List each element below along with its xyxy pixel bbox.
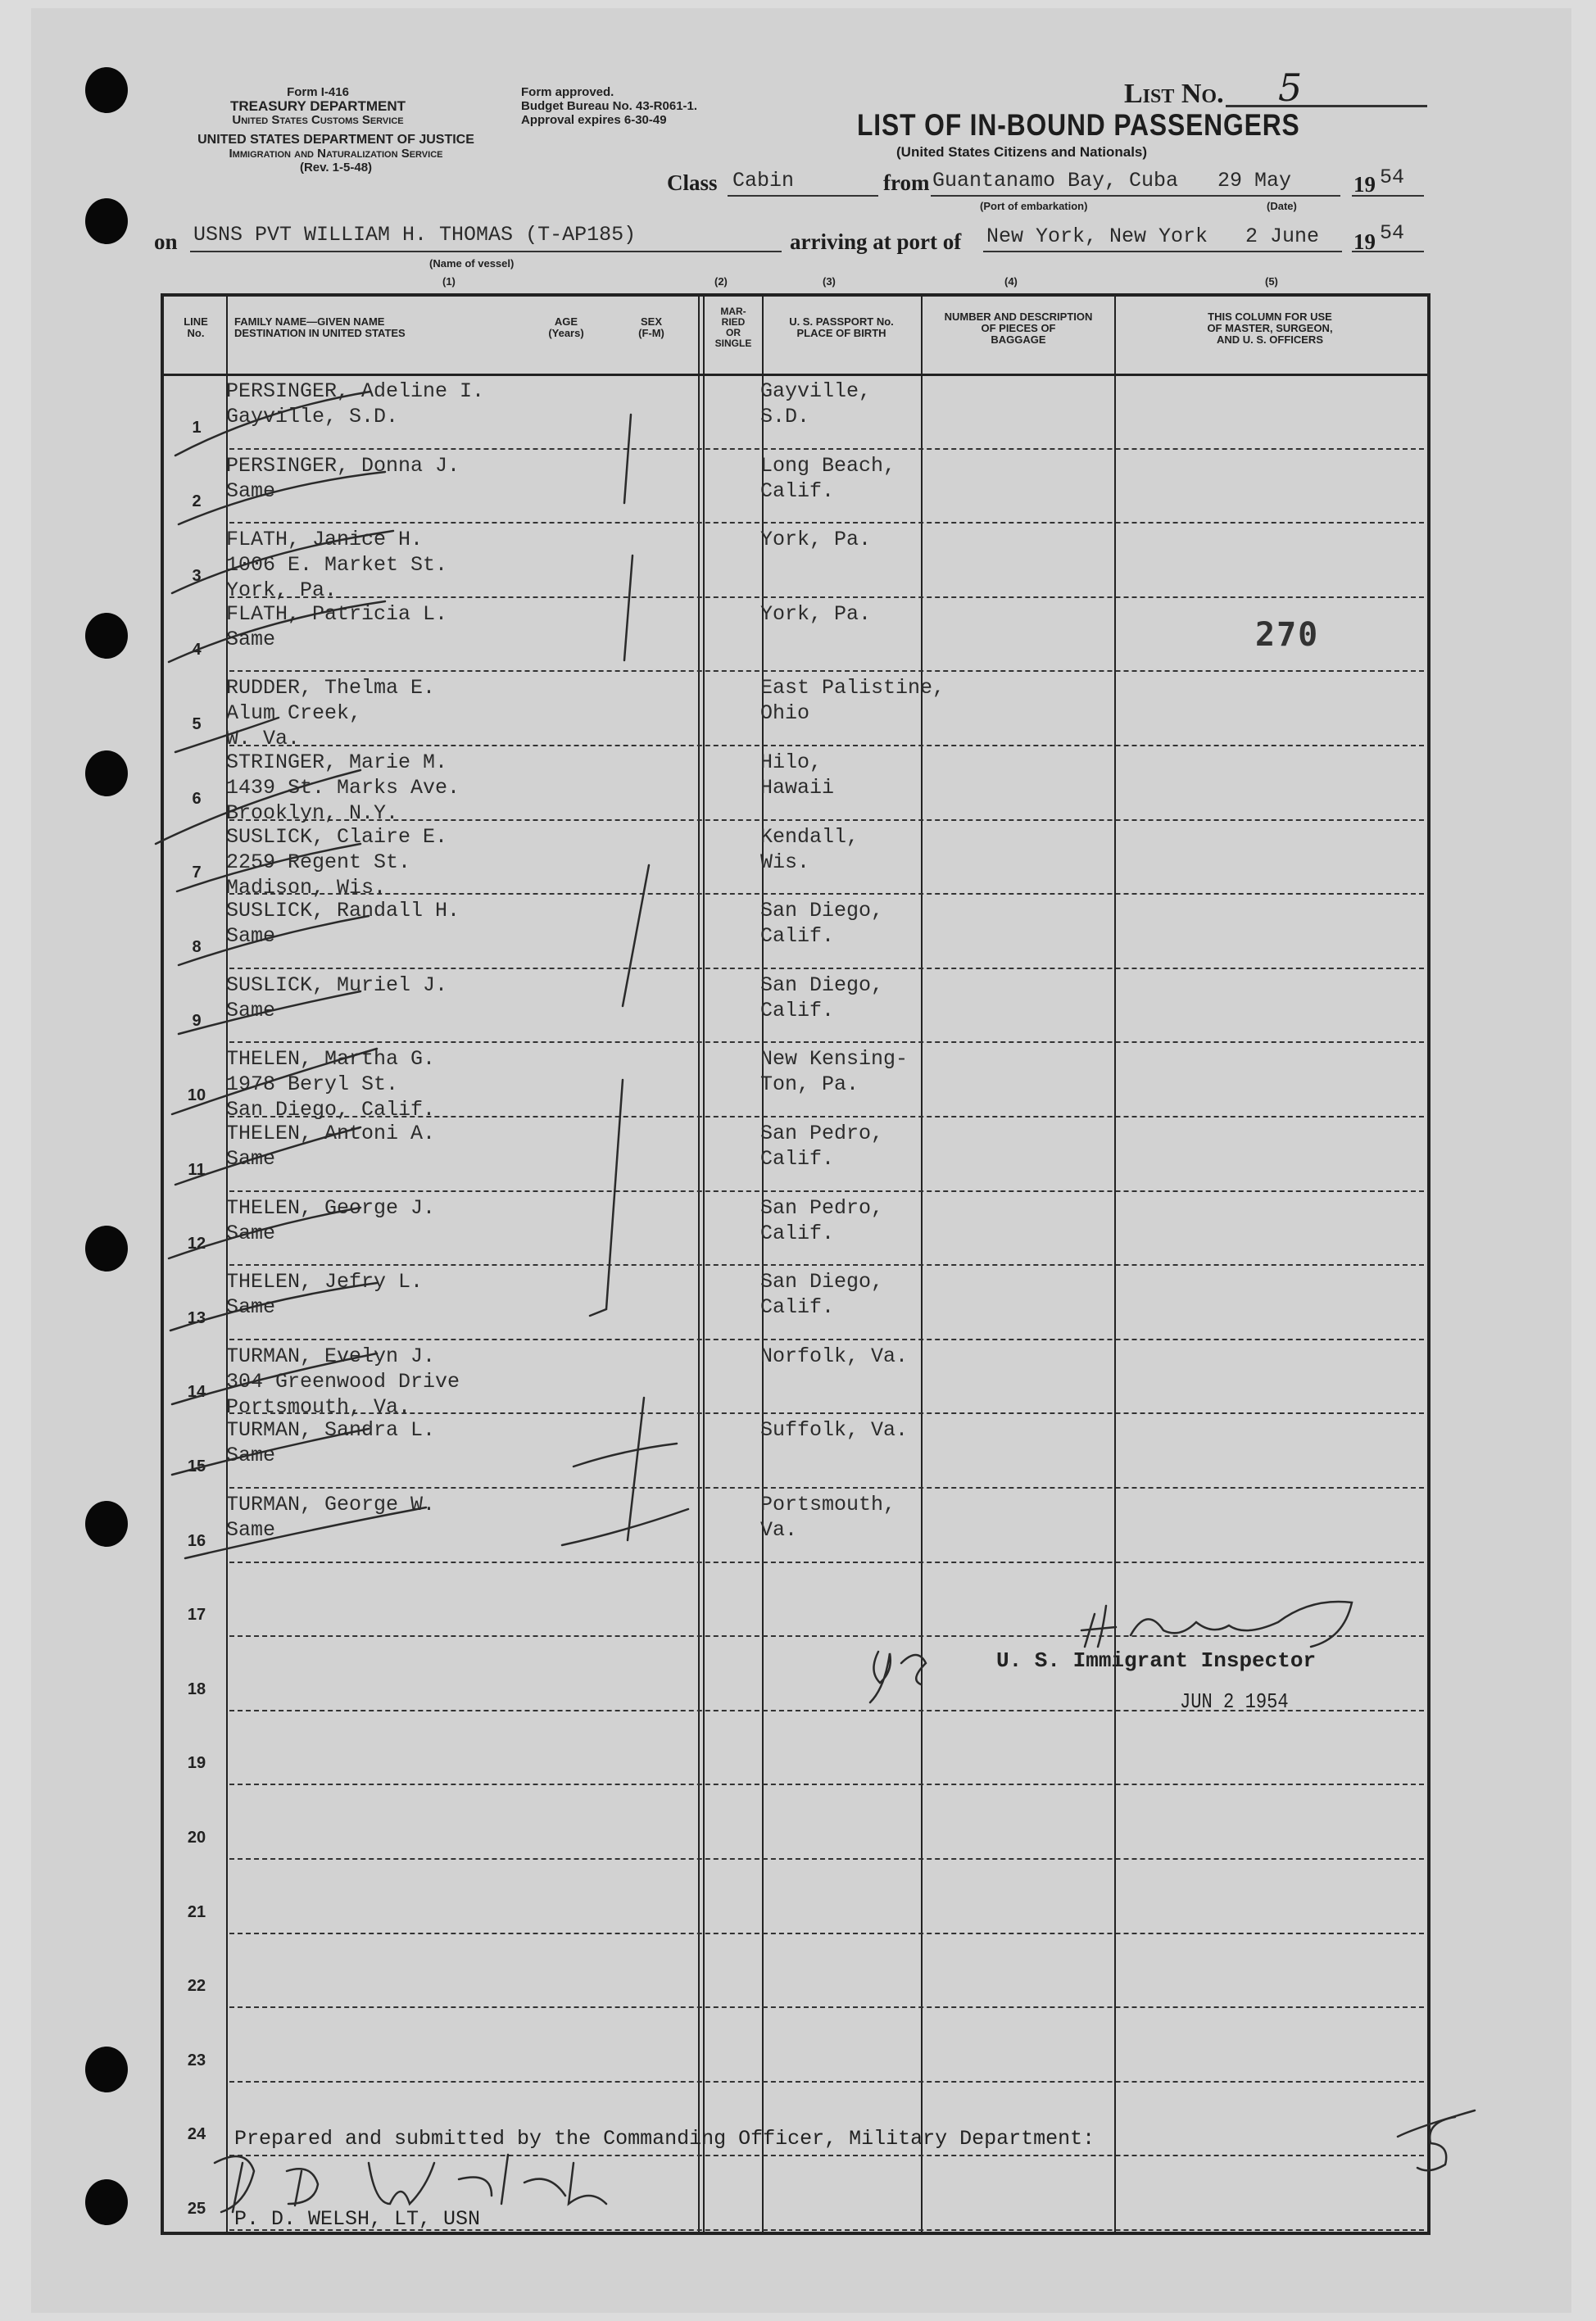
passenger-name-cell (226, 675, 435, 751)
destination-line: Same (226, 627, 276, 651)
destination-line: 1439 St. Marks Ave. (226, 776, 460, 800)
row-rule (229, 1784, 1424, 1785)
inspection-date-stamp: JUN 2 1954 (1180, 1689, 1289, 1714)
year-suffix: 54 (1380, 165, 1405, 189)
passenger-name: PERSINGER, Donna J. (226, 453, 460, 478)
page-subtitle: (United States Citizens and Nationals) (896, 144, 1148, 160)
passenger-name: THELEN, George J. (226, 1195, 436, 1220)
place-of-birth-line: Portsmouth, (760, 1493, 896, 1516)
passenger-name-cell (226, 1195, 435, 1246)
year-prefix-2: 19 (1353, 229, 1376, 254)
destination-line: Brooklyn, N.Y. (226, 801, 399, 825)
passenger-name: TURMAN, Sandra L. (226, 1418, 436, 1443)
passenger-name-cell (226, 1417, 435, 1468)
vessel-underline (190, 251, 782, 252)
place-of-birth-cell (760, 824, 859, 875)
passenger-name: THELEN, Jefry L. (226, 1270, 424, 1294)
col-number-1: (1) (442, 275, 456, 288)
row-rule (229, 1933, 1424, 1934)
passenger-name-cell (226, 1046, 435, 1122)
signer-name: P. D. WELSH, LT, USN (234, 2207, 481, 2231)
row-number: 15 (187, 1457, 206, 1476)
destination-line: Same (226, 924, 276, 949)
class-value: Cabin (732, 169, 795, 193)
row-rule (229, 448, 1424, 450)
row-number: 13 (187, 1308, 206, 1327)
row-number: 14 (187, 1383, 206, 1402)
row-rule (229, 968, 1424, 969)
row-number: 10 (187, 1086, 206, 1104)
passenger-name: THELEN, Martha G. (226, 1047, 436, 1072)
place-of-birth-cell (760, 527, 871, 552)
prepared-statement: Prepared and submitted by the Commanding Officer, Military Department: (234, 2127, 1095, 2151)
place-of-birth-cell (760, 750, 834, 800)
passenger-name-cell (226, 824, 447, 900)
destination-line: Same (226, 1221, 276, 1245)
place-of-birth-cell (760, 898, 883, 949)
row-number: 5 (192, 715, 202, 733)
row-number: 19 (187, 1754, 206, 1773)
row-number: 7 (192, 864, 202, 882)
year-underline (1352, 195, 1424, 197)
punch-hole (85, 67, 128, 113)
port-embarkation-caption: (Port of embarkation) (980, 200, 1088, 212)
row-rule (229, 1635, 1424, 1637)
passenger-name: THELEN, Antoni A. (226, 1122, 436, 1145)
from-label: from (883, 170, 930, 195)
department-header: UNITED STATES DEPARTMENT OF JUSTICE Immigration and Naturalization Service (Rev. 1-5-48) (197, 133, 474, 175)
row-number: 3 (192, 566, 202, 585)
passenger-name: TURMAN, George W. (226, 1493, 436, 1516)
list-no-label: List No. (1124, 79, 1224, 109)
year-prefix: 19 (1353, 172, 1376, 197)
place-of-birth-line: Hilo, (760, 750, 823, 774)
place-of-birth-cell (760, 379, 871, 429)
arrival-port: New York, New York (986, 224, 1208, 248)
row-rule (229, 1487, 1424, 1489)
place-of-birth-cell (760, 1269, 883, 1320)
year-underline-2 (1352, 251, 1424, 252)
place-of-birth-line: Calif. (760, 1221, 835, 1245)
passenger-table (161, 293, 1431, 2235)
vessel-caption: (Name of vessel) (429, 257, 515, 270)
on-label: on (154, 229, 178, 254)
passenger-name-cell (226, 972, 447, 1023)
arriving-label: arriving at port of (790, 229, 962, 254)
destination-line: Same (226, 1518, 276, 1542)
arrival-date: 2 June (1245, 224, 1320, 248)
row-number: 12 (187, 1235, 206, 1253)
row-number: 17 (187, 1606, 206, 1625)
passenger-name: FLATH, Janice H. (226, 528, 424, 552)
page-title: LIST OF IN-BOUND PASSENGERS (857, 108, 1300, 142)
place-of-birth-line: Hawaii (760, 776, 835, 800)
col-header-baggage: NUMBER AND DESCRIPTION OF PIECES OF BAGGAGE (944, 311, 1093, 346)
punch-hole (85, 750, 128, 796)
destination-line: 1006 E. Market St. (226, 553, 448, 578)
place-of-birth-cell (760, 1344, 908, 1369)
row-number: 9 (192, 1012, 202, 1031)
passenger-name: STRINGER, Marie M. (226, 750, 448, 774)
col-number-4: (4) (1004, 275, 1018, 288)
punch-hole (85, 613, 128, 659)
row-number: 24 (187, 2125, 206, 2144)
place-of-birth-line: Norfolk, Va. (760, 1344, 909, 1368)
passenger-name-cell (226, 898, 460, 949)
passenger-name: TURMAN, Evelyn J. (226, 1344, 436, 1368)
destination-line: York, Pa. (226, 578, 338, 603)
row-number: 16 (187, 1531, 206, 1550)
destination-line: Same (226, 1147, 276, 1171)
col-header-sex: SEX (F-M) (638, 315, 664, 339)
place-of-birth-line: New Kensing- (760, 1047, 909, 1072)
row-rule (229, 2081, 1424, 2083)
col-header-line: LINE No. (184, 315, 208, 339)
place-of-birth-line: Long Beach, (760, 453, 896, 478)
place-of-birth-line: Calif. (760, 998, 835, 1022)
place-of-birth-cell (760, 1046, 908, 1097)
row-rule (229, 522, 1424, 524)
place-of-birth-line: York, Pa. (760, 528, 872, 552)
count-stamp: 270 (1255, 616, 1320, 654)
row-number: 23 (187, 2051, 206, 2069)
destination-line: Same (226, 998, 276, 1022)
punch-hole (85, 2047, 128, 2092)
col-header-passport: U. S. PASSPORT No. PLACE OF BIRTH (789, 315, 894, 339)
passenger-name-cell (226, 527, 447, 603)
place-of-birth-line: San Diego, (760, 972, 884, 997)
row-rule (229, 1858, 1424, 1860)
place-of-birth-cell (760, 601, 871, 627)
destination-line: Gayville, S.D. (226, 405, 399, 428)
place-of-birth-line: Calif. (760, 478, 835, 503)
place-of-birth-cell (760, 1121, 883, 1172)
passenger-name-cell (226, 750, 460, 826)
place-of-birth-line: York, Pa. (760, 601, 872, 626)
destination-line: Alum Creek, (226, 701, 362, 726)
punch-hole (85, 1226, 128, 1272)
destination-line: W. Va. (226, 727, 301, 751)
place-of-birth-line: Calif. (760, 1147, 835, 1171)
from-port: Guantanamo Bay, Cuba (932, 169, 1179, 193)
place-of-birth-line: Wis. (760, 850, 810, 874)
passenger-name-cell (226, 1121, 435, 1172)
row-number: 11 (188, 1160, 206, 1179)
place-of-birth-line: Calif. (760, 1295, 835, 1320)
place-of-birth-cell (760, 1417, 908, 1443)
place-of-birth-line: Ohio (760, 701, 810, 726)
col-header-officers: THIS COLUMN FOR USE OF MASTER, SURGEON, AND U. S. OFFICERS (1207, 311, 1333, 346)
destination-line: 1978 Beryl St. (226, 1072, 399, 1097)
row-number: 18 (187, 1680, 206, 1698)
place-of-birth-line: San Diego, (760, 899, 884, 923)
row-rule (229, 1339, 1424, 1340)
arrival-underline (983, 251, 1342, 252)
col-header-married: MAR- RIED OR SINGLE (714, 306, 752, 349)
row-number: 8 (192, 937, 202, 956)
passenger-name-cell (226, 1269, 423, 1320)
passenger-name-cell (226, 601, 447, 652)
place-of-birth-line: Calif. (760, 924, 835, 949)
class-label: Class (667, 170, 718, 195)
passenger-name-cell (226, 1492, 435, 1543)
place-of-birth-line: Kendall, (760, 824, 859, 849)
destination-line: Same (226, 478, 276, 503)
row-number: 21 (187, 1902, 206, 1921)
place-of-birth-line: Ton, Pa. (760, 1072, 859, 1097)
place-of-birth-cell (760, 1492, 895, 1543)
list-no-value: 5 (1278, 66, 1303, 110)
from-date: 29 May (1217, 169, 1292, 193)
col-header-name: FAMILY NAME—GIVEN NAME DESTINATION IN UNITED STATES (234, 315, 406, 339)
destination-line: 2259 Regent St. (226, 850, 411, 874)
row-number: 20 (187, 1829, 206, 1847)
passenger-name: FLATH, Patricia L. (226, 601, 448, 626)
row-rule (229, 670, 1424, 672)
place-of-birth-line: Suffolk, Va. (760, 1418, 909, 1443)
col-number-5: (5) (1265, 275, 1278, 288)
passenger-name-cell (226, 379, 484, 429)
place-of-birth-line: San Diego, (760, 1270, 884, 1294)
row-number: 2 (192, 492, 202, 511)
row-rule (229, 1190, 1424, 1192)
place-of-birth-line: Gayville, (760, 379, 872, 403)
row-rule (229, 1264, 1424, 1266)
place-of-birth-line: S.D. (760, 405, 810, 428)
row-rule (229, 2155, 1424, 2156)
place-of-birth-cell (760, 453, 895, 504)
place-of-birth-line: San Pedro, (760, 1195, 884, 1220)
from-underline (931, 195, 1340, 197)
date-caption: (Date) (1267, 200, 1297, 212)
passenger-name: SUSLICK, Randall H. (226, 899, 460, 923)
row-rule (229, 2006, 1424, 2008)
punch-hole (85, 198, 128, 244)
class-underline (728, 195, 878, 197)
punch-hole (85, 1501, 128, 1547)
place-of-birth-line: San Pedro, (760, 1122, 884, 1145)
passenger-name: RUDDER, Thelma E. (226, 676, 436, 700)
destination-line: San Diego, Calif. (226, 1098, 436, 1122)
row-number: 4 (192, 641, 202, 660)
col-number-2: (2) (714, 275, 728, 288)
budget-approval: Form approved. Budget Bureau No. 43-R061-1. Approval expires 6-30-49 (521, 85, 698, 127)
inspector-title: U. S. Immigrant Inspector (996, 1648, 1317, 1673)
header-rule (164, 374, 1427, 376)
place-of-birth-cell (760, 1195, 883, 1246)
place-of-birth-line: East Palistine, (760, 676, 945, 700)
row-number: 6 (192, 789, 202, 808)
row-rule (229, 1562, 1424, 1563)
year-suffix-2: 54 (1380, 221, 1405, 245)
passenger-name: SUSLICK, Claire E. (226, 824, 448, 849)
destination-line: Same (226, 1444, 276, 1468)
destination-line: Same (226, 1295, 276, 1320)
col-header-age: AGE (Years) (548, 315, 584, 339)
passenger-name-cell (226, 453, 460, 504)
place-of-birth-cell (760, 972, 883, 1023)
passenger-name: PERSINGER, Adeline I. (226, 379, 485, 403)
col-number-3: (3) (823, 275, 836, 288)
passenger-name-cell (226, 1344, 460, 1420)
passenger-name: SUSLICK, Muriel J. (226, 972, 448, 997)
place-of-birth-line: Va. (760, 1518, 798, 1542)
row-number: 1 (192, 418, 202, 437)
row-number: 25 (187, 2200, 206, 2218)
row-number: 22 (187, 1977, 206, 1996)
destination-line: Madison, Wis. (226, 875, 387, 900)
row-rule (229, 1041, 1424, 1043)
destination-line: Portsmouth, Va. (226, 1394, 411, 1419)
destination-line: 304 Greenwood Drive (226, 1369, 460, 1394)
place-of-birth-cell (760, 675, 945, 726)
vessel-name: USNS PVT WILLIAM H. THOMAS (T-AP185) (193, 223, 637, 247)
form-header: Form I-416 TREASURY DEPARTMENT United States Customs Service (229, 85, 406, 127)
punch-hole (85, 2179, 128, 2225)
list-no-line (1226, 105, 1427, 107)
